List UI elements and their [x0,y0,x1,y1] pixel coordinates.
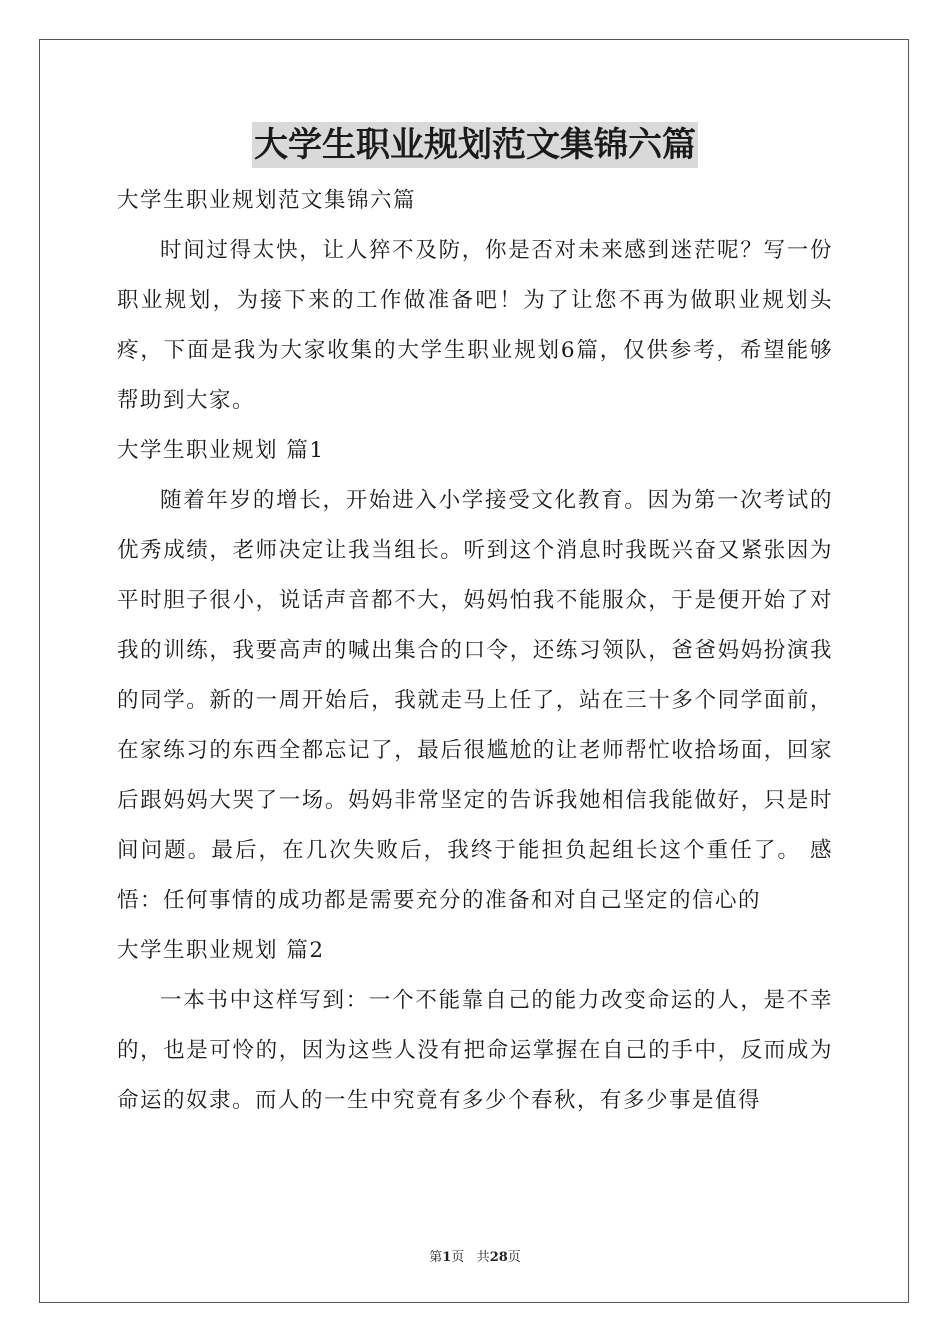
total-suffix: 页 [507,1250,521,1265]
body-paragraph: 时间过得太快，让人猝不及防，你是否对未来感到迷茫呢？写一份职业规划，为接下来的工作做准备吧！为了让您不再为做职业规划头疼，下面是我为大家收集的大学生职业规划6篇，仅供参考，希望能够帮助到大家。 [117,238,833,413]
document-body [117,176,833,1126]
section-heading: 大学生职业规划 篇1 [117,438,325,463]
section-heading: 大学生职业规划 篇2 [117,938,325,963]
body-paragraph: 一本书中这样写到：一个不能靠自己的能力改变命运的人，是不幸的，也是可怜的，因为这些人没有把命运掌握在自己的手中，反而成为命运的奴隶。而人的一生中究竟有多少个春秋，有多少事是值得 [117,988,833,1113]
page-prefix: 第 [429,1250,443,1265]
section-heading: 大学生职业规划范文集锦六篇 [117,188,417,213]
page-footer [0,1246,950,1265]
total-prefix: 共 [476,1250,490,1265]
page-suffix: 页 [451,1250,465,1265]
page-current: 1 [442,1250,452,1265]
title-container [0,122,950,168]
body-paragraph: 随着年岁的增长，开始进入小学接受文化教育。因为第一次考试的优秀成绩，老师决定让我当组长。听到这个消息时我既兴奋又紧张因为平时胆子很小，说话声音都不大，妈妈怕我不能服众，于是便开始了对我的训练，我要高声的喊出集合的口令，还练习领队，爸爸妈妈扮演我的同学。新的一周开始后，我就走马上任了，站在三十多个同学面前，在家练习的东西全都忘记了，最后很尴尬的让老师帮忙收拾场面，回家后跟妈妈大哭了一场。妈妈非常坚定的告诉我她相信我能做好，只是时间问题。最后，在几次失败后，我终于能担负起组长这个重任了。 感悟：任何事情的成功都是需要充分的准备和对自己坚定的信心的 [117,488,833,913]
document-title: 大学生职业规划范文集锦六篇 [252,122,698,168]
page-total: 28 [489,1250,508,1265]
